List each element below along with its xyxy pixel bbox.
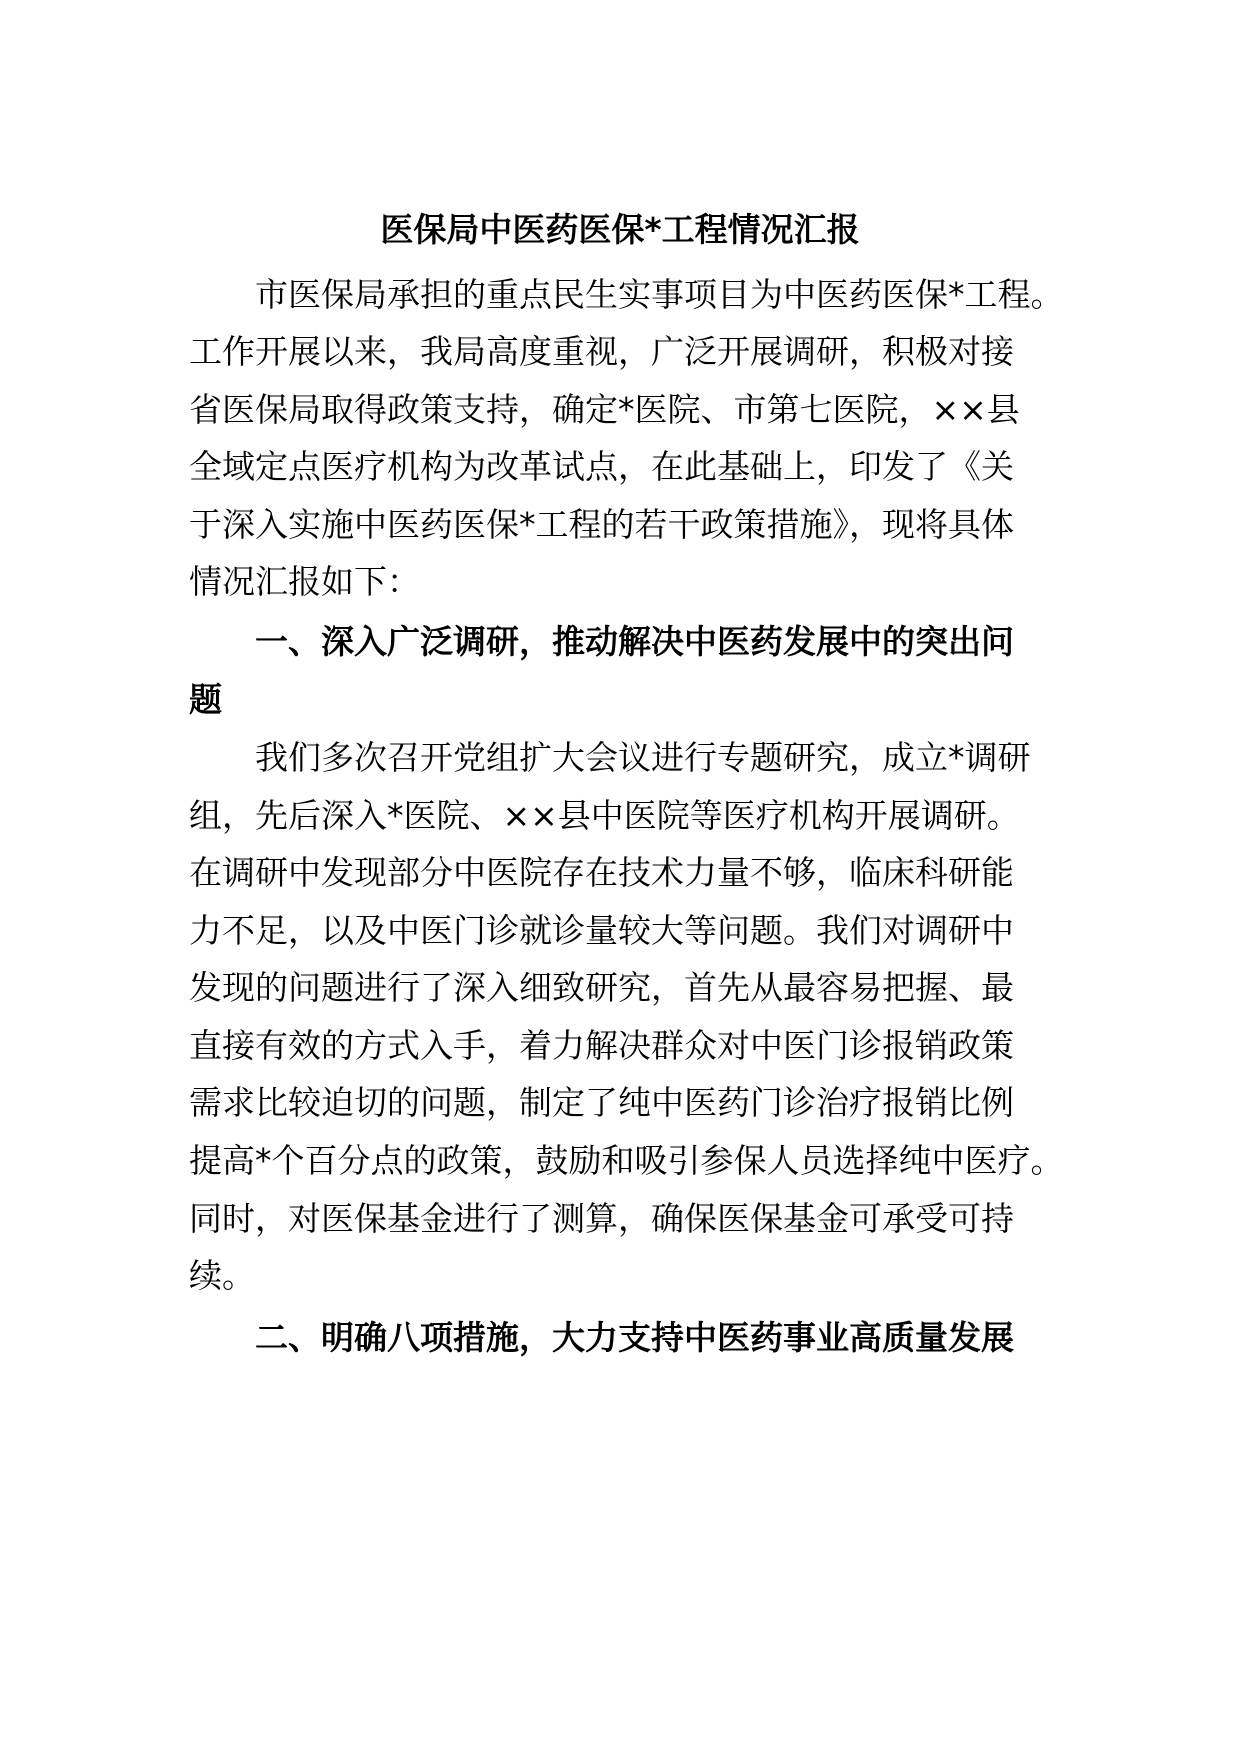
intro-line-5: 于深入实施中医药医保*工程的若干政策措施》，现将具体 (189, 505, 1014, 544)
intro-line-2: 工作开展以来，我局高度重视，广泛开展调研，积极对接 (189, 332, 1014, 371)
section1-heading-line-2: 题 (189, 680, 222, 719)
section2-heading: 二、明确八项措施，大力支持中医药事业高质量发展 (255, 1318, 1014, 1357)
section1-heading-line-1: 一、深入广泛调研，推动解决中医药发展中的突出问 (255, 622, 1014, 661)
section1-line-9: 同时，对医保基金进行了测算，确保医保基金可承受可持 (189, 1199, 1014, 1238)
section1-line-7: 需求比较迫切的问题，制定了纯中医药门诊治疗报销比例 (189, 1083, 1014, 1122)
section1-line-4: 力不足，以及中医门诊就诊量较大等问题。我们对调研中 (189, 911, 1014, 950)
section1-line-2: 组，先后深入*医院、××县中医院等医疗机构开展调研。 (189, 796, 1020, 835)
intro-line-1: 市医保局承担的重点民生实事项目为中医药医保*工程。 (255, 275, 1064, 314)
intro-line-3: 省医保局取得政策支持，确定*医院、市第七医院，××县 (189, 390, 1020, 429)
document-title: 医保局中医药医保*工程情况汇报 (380, 210, 860, 249)
section1-line-3: 在调研中发现部分中医院存在技术力量不够，临床科研能 (189, 853, 1014, 892)
section1-line-1: 我们多次召开党组扩大会议进行专题研究，成立*调研 (255, 738, 1031, 777)
section1-line-6: 直接有效的方式入手，着力解决群众对中医门诊报销政策 (189, 1026, 1014, 1065)
section1-line-8: 提高*个百分点的政策，鼓励和吸引参保人员选择纯中医疗。 (189, 1141, 1064, 1180)
section1-line-5: 发现的问题进行了深入细致研究，首先从最容易把握、最 (189, 968, 1014, 1007)
intro-line-6: 情况汇报如下： (189, 562, 420, 601)
intro-line-4: 全域定点医疗机构为改革试点，在此基础上，印发了《关 (189, 447, 1014, 486)
section1-line-10: 续。 (189, 1256, 255, 1295)
